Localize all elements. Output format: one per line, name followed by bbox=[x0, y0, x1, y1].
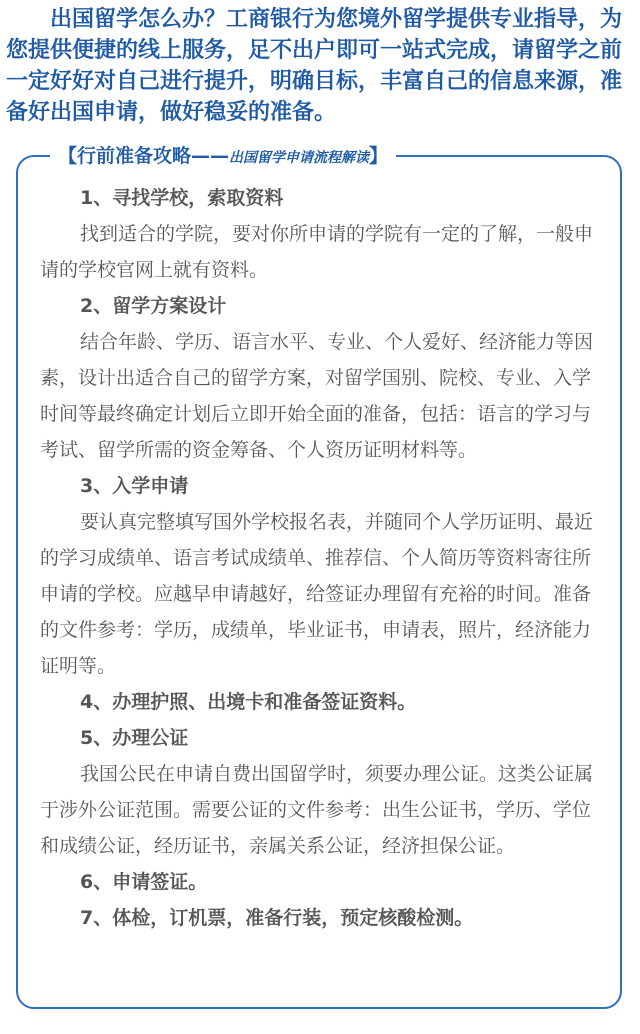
step-title: 7、体检，订机票，准备行装，预定核酸检测。 bbox=[80, 907, 474, 929]
step-title: 4、办理护照、出境卡和准备签证资料。 bbox=[80, 691, 417, 713]
step-body: 要认真完整填写国外学校报名表，并随同个人学历证明、最近的学习成绩单、语言考试成绩单、推荐信、个人简历等资料寄往所申请的学校。应越早申请越好，给签证办理留有充裕的时间。准备的文件参考：学历，成绩单，毕业证书，申请表，照片，经济能力证明等。 bbox=[40, 511, 594, 677]
step-title: 3、入学申请 bbox=[80, 475, 189, 497]
steps-list bbox=[40, 180, 606, 936]
step-title: 6、申请签证。 bbox=[80, 871, 208, 893]
step-title: 1、寻找学校，索取资料 bbox=[80, 187, 284, 209]
step-body: 我国公民在申请自费出国留学时，须要办理公证。这类公证属于涉外公证范围。需要公证的文件参考：出生公证书，学历、学位和成绩公证，经历证书，亲属关系公证，经济担保公证。 bbox=[40, 763, 594, 857]
section-header bbox=[50, 141, 396, 171]
header-close-bracket: 】 bbox=[369, 145, 389, 167]
step-title: 2、留学方案设计 bbox=[80, 295, 227, 317]
step-title: 5、办理公证 bbox=[80, 727, 189, 749]
step-body: 找到适合的学院，要对你所申请的学院有一定的了解，一般申请的学校官网上就有资料。 bbox=[40, 223, 594, 281]
header-subtitle: 出国留学申请流程解读 bbox=[229, 150, 370, 166]
intro-paragraph: 出国留学怎么办？工商银行为您境外留学提供专业指导，为您提供便捷的线上服务，足不出户即可一站式完成，请留学之前一定好好对自己进行提升，明确目标，丰富自己的信息来源，准备好出国申请，做好稳妥的准备。 bbox=[6, 7, 623, 125]
header-main-title: 【行前准备攻略—— bbox=[58, 145, 230, 167]
step-body: 结合年龄、学历、语言水平、专业、个人爱好、经济能力等因素，设计出适合自己的留学方案，对留学国别、院校、专业、入学时间等最终确定计划后立即开始全面的准备，包括：语言的学习与考试、留学所需的资金筹备、个人资历证明材料等。 bbox=[40, 331, 594, 461]
